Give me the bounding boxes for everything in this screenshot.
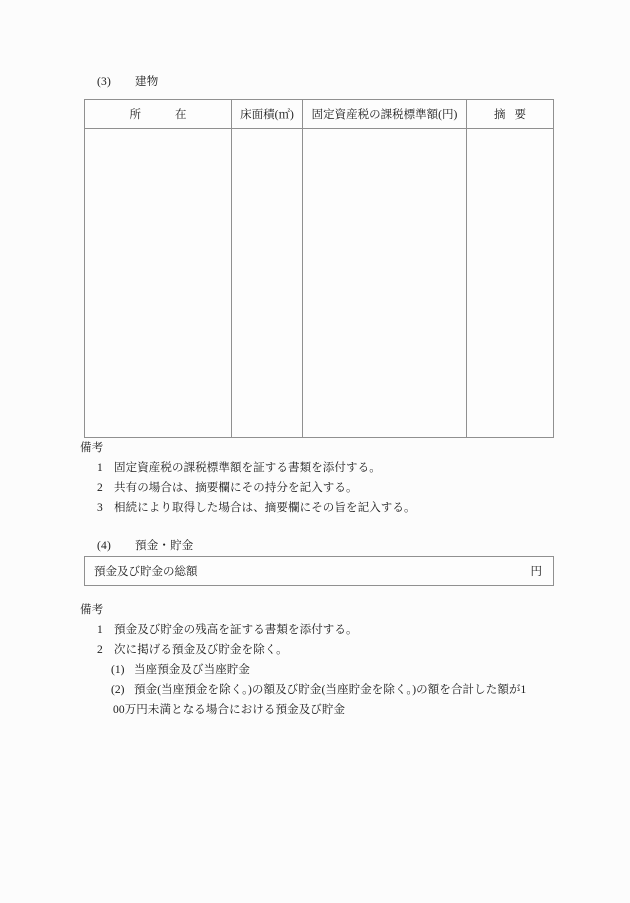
section-title-buildings: 建物: [135, 76, 159, 88]
section-heading-deposits: [97, 539, 194, 553]
note-text: 固定資産税の課税標準額を証する書類を添付する。: [114, 462, 381, 474]
column-header-tax-base-amount: [303, 100, 467, 129]
column-header-remarks: [467, 100, 554, 129]
deposit-total-unit: 円: [530, 566, 542, 578]
column-header-floor-area: [232, 100, 303, 129]
buildings-notes: [80, 438, 550, 518]
note-sub-text: 当座預金及び当座貯金: [134, 664, 250, 676]
table-row: [85, 129, 554, 438]
section-number-buildings: (3): [97, 76, 112, 88]
note-marker: 1: [97, 462, 103, 474]
buildings-note-item-2: [80, 478, 550, 498]
buildings-note-item-3: [80, 498, 550, 518]
note-marker: 2: [97, 644, 103, 656]
column-header-location: [85, 100, 232, 129]
column-header-location-tail: 在: [175, 109, 187, 121]
section-heading-buildings: [97, 75, 158, 89]
deposits-note-subitem-1: [80, 660, 560, 680]
note-text: 相続により取得した場合は、摘要欄にその旨を記入する。: [114, 502, 416, 514]
deposit-total-label: 預金及び貯金の総額: [94, 566, 198, 578]
section-title-deposits: 預金・貯金: [135, 540, 194, 552]
buildings-table-header-row: [85, 100, 554, 129]
column-header-floor-area-label: 床面積(㎡): [240, 109, 294, 121]
deposits-note-subitem-2: [80, 680, 560, 720]
cell-tax-base-amount[interactable]: [303, 129, 467, 438]
note-text: 共有の場合は、摘要欄にその持分を記入する。: [114, 482, 358, 494]
cell-location[interactable]: [85, 129, 232, 438]
deposits-note-item-2: [80, 640, 560, 660]
note-sub-marker: (2): [111, 684, 125, 696]
note-sub-text-continuation: 00万円未満となる場合における預金及び貯金: [113, 704, 346, 716]
buildings-notes-title: 備考: [80, 442, 104, 454]
buildings-note-item-1: [80, 458, 550, 478]
section-number-deposits: (4): [97, 540, 112, 552]
column-header-remarks-tail: 要: [514, 109, 526, 121]
note-text: 預金及び貯金の残高を証する書類を添付する。: [114, 624, 358, 636]
column-header-tax-base-amount-label: 固定資産税の課税標準額(円): [311, 109, 458, 121]
deposits-notes: [80, 600, 560, 720]
note-sub-marker: (1): [111, 664, 125, 676]
cell-remarks[interactable]: [467, 129, 554, 438]
deposits-note-item-1: [80, 620, 560, 640]
column-header-remarks-main: 摘: [494, 109, 506, 121]
deposits-notes-title: 備考: [80, 604, 104, 616]
note-text: 次に掲げる預金及び貯金を除く。: [114, 644, 288, 656]
cell-floor-area[interactable]: [232, 129, 303, 438]
note-marker: 2: [97, 482, 103, 494]
note-sub-text: 預金(当座預金を除く。)の額及び貯金(当座貯金を除く。)の額を合計した額が1: [134, 684, 527, 696]
note-sub-text-wrapper: [113, 680, 560, 720]
note-marker: 1: [97, 624, 103, 636]
note-marker: 3: [97, 502, 103, 514]
column-header-location-main: 所: [129, 109, 141, 121]
deposit-total-box[interactable]: [84, 556, 554, 586]
buildings-table: [84, 99, 554, 438]
